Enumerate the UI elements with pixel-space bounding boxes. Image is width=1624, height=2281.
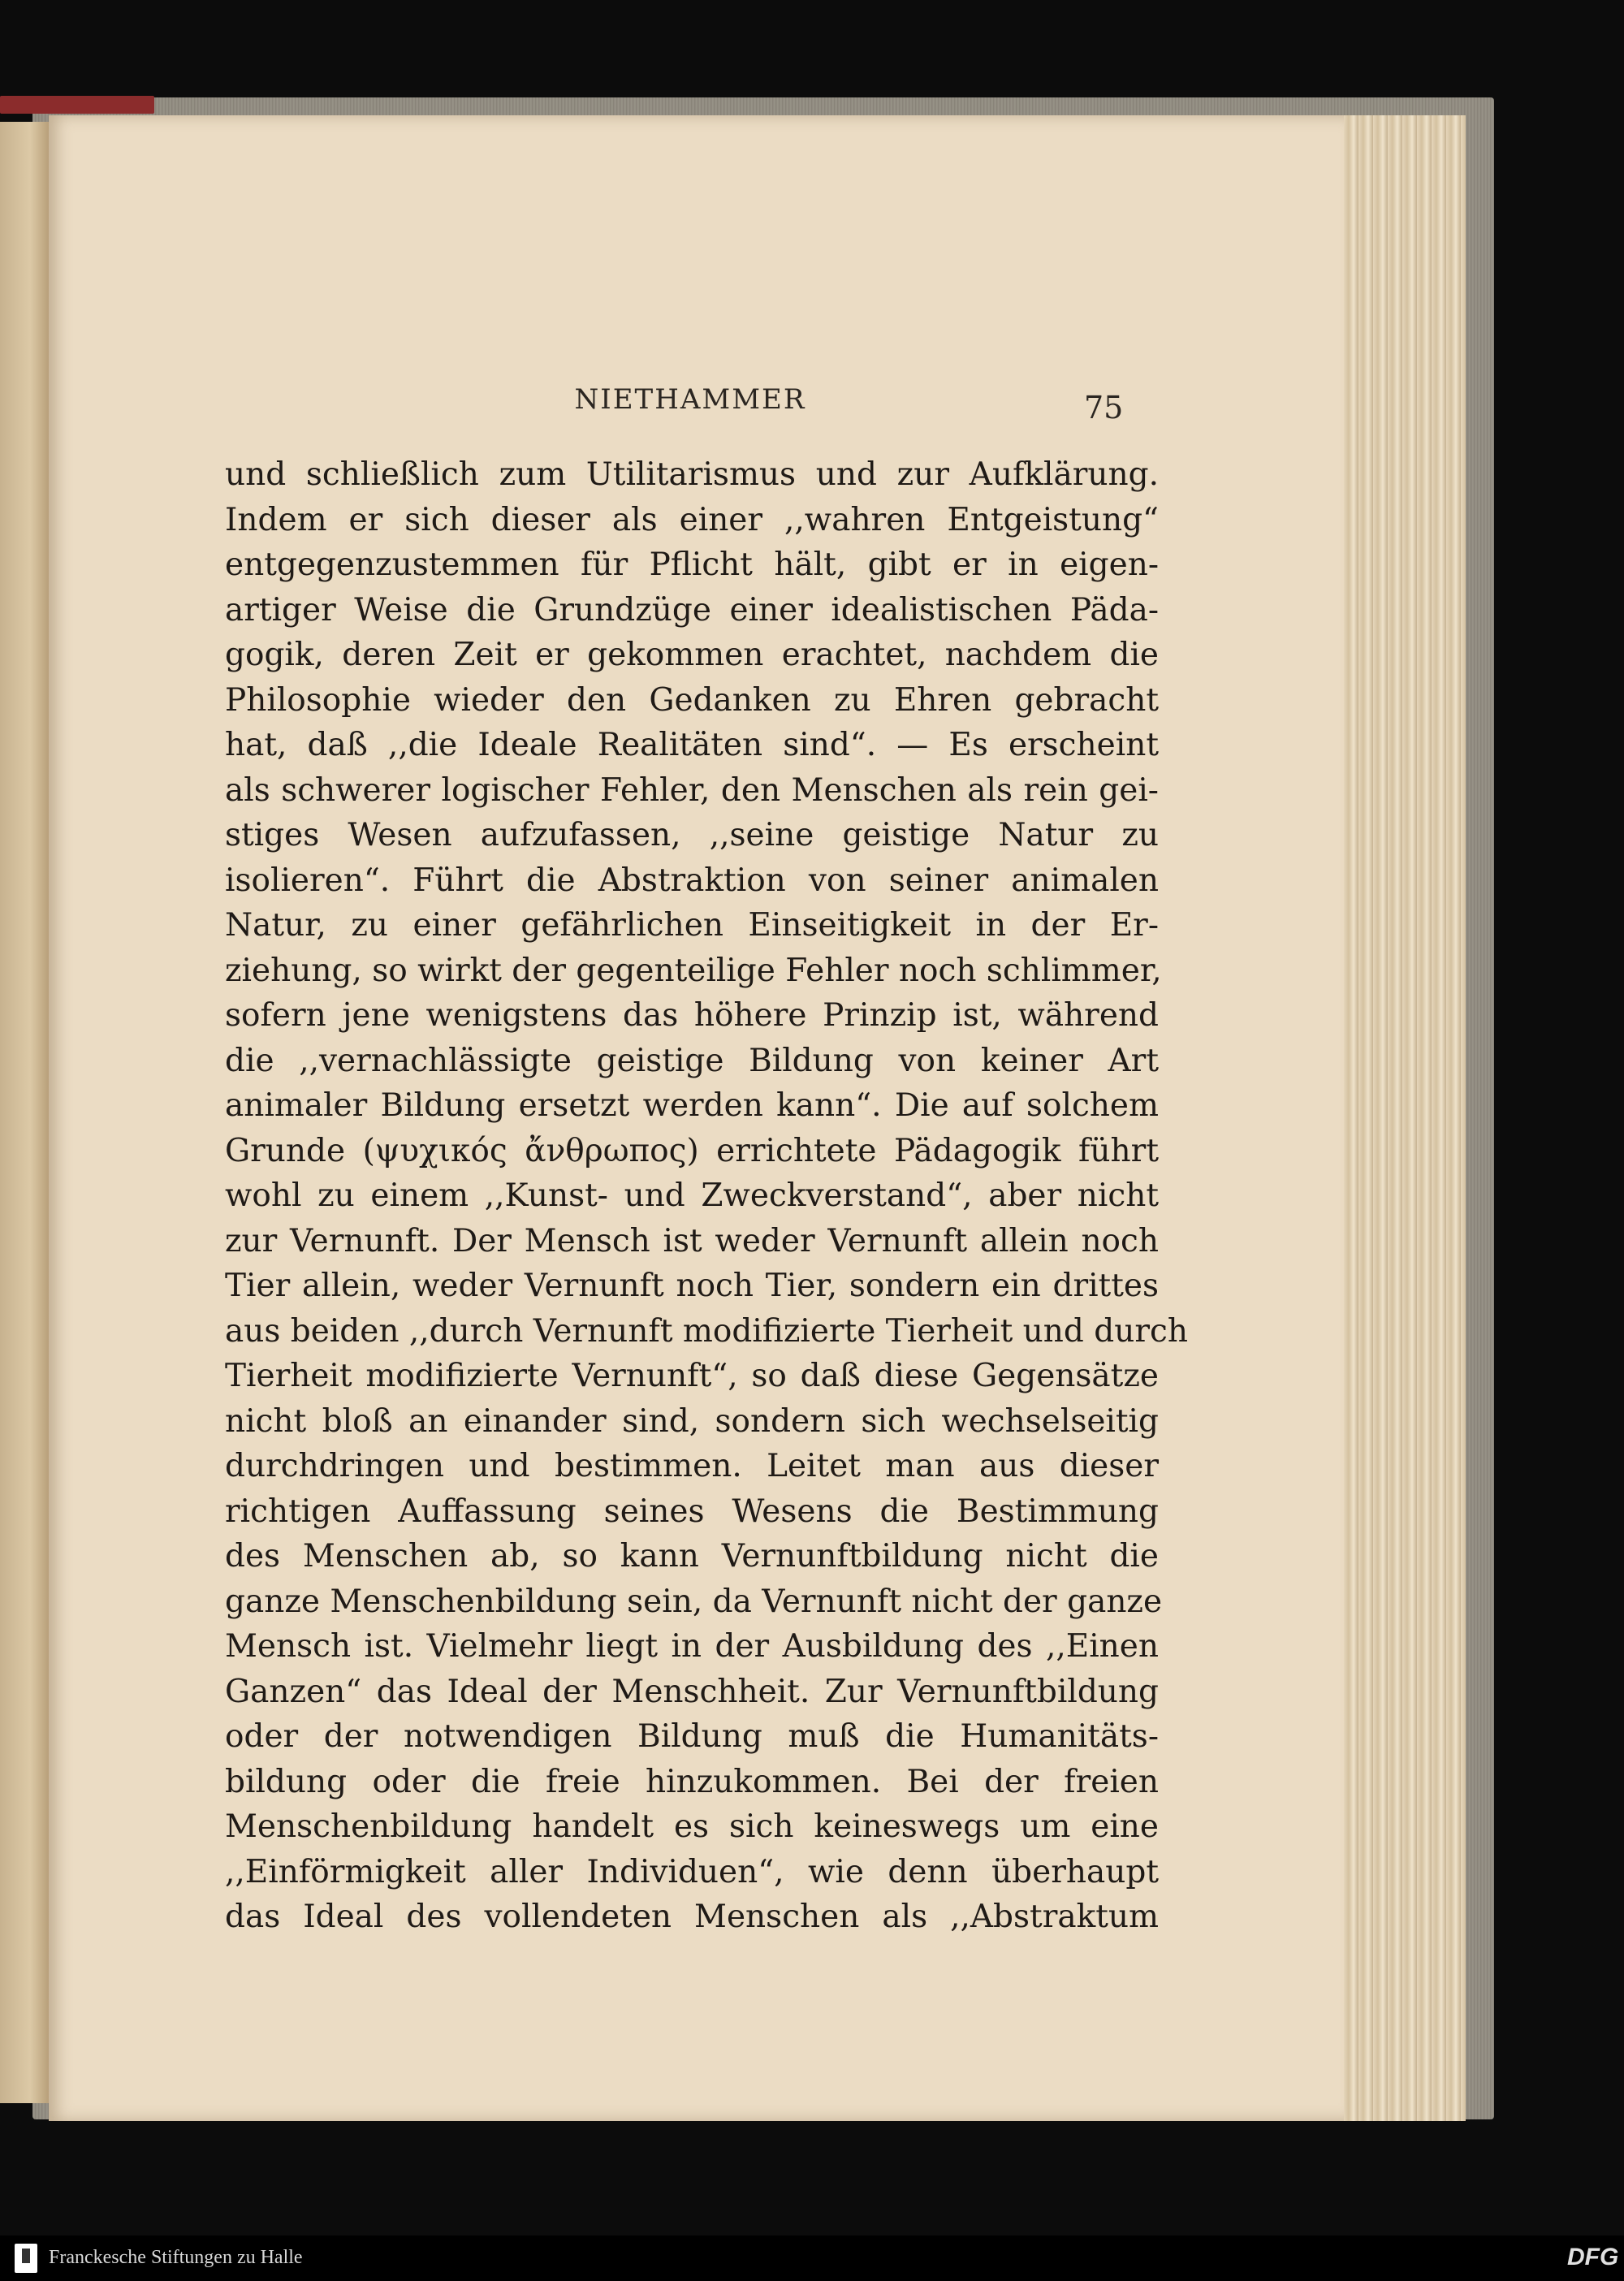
text-line: richtigen Auffassung seines Wesens die Bestimmung [225, 1493, 1159, 1530]
text-line: gogik, deren Zeit er gekommen erachtet, nachdem die [225, 637, 1159, 673]
text-line: als schwerer logischer Fehler, den Menschen als rein gei- [225, 771, 1159, 809]
text-line: artiger Weise die Grundzüge einer idealistischen Päda- [225, 591, 1159, 629]
text-line: ,,Einförmigkeit aller Individuen“, wie denn überhaupt [225, 1853, 1159, 1890]
text-line: Natur, zu einer gefährlichen Einseitigkeit in der Er- [225, 907, 1159, 944]
text-line: Ganzen“ das Ideal der Menschheit. Zur Vernunftbildung [225, 1673, 1159, 1710]
text-line: Mensch ist. Vielmehr liegt in der Ausbildung des ,,Einen [225, 1628, 1159, 1665]
text-line: Menschenbildung handelt es sich keineswegs um eine [225, 1808, 1159, 1845]
institution-logo-icon [15, 2244, 37, 2273]
text-line: sofern jene wenigstens das höhere Prinzip ist, während [225, 997, 1159, 1034]
text-line: entgegenzustemmen für Pflicht hält, gibt er in eigen- [225, 546, 1159, 583]
text-line: bildung oder die freie hinzukommen. Bei der freien [225, 1763, 1159, 1800]
headband [0, 96, 154, 114]
text-line: Indem er sich dieser als einer ,,wahren Entgeistung“ [225, 501, 1159, 538]
body-text [225, 452, 1188, 1940]
text-line: isolieren“. Führt die Abstraktion von seiner animalen [225, 862, 1159, 899]
institution-name: Franckesche Stiftungen zu Halle [49, 2247, 303, 2268]
text-line: animaler Bildung ersetzt werden kann“. Die auf solchem [225, 1087, 1159, 1124]
book-page [49, 115, 1348, 2121]
text-line: Philosophie wieder den Gedanken zu Ehren gebracht [225, 681, 1159, 719]
funder-logo: DFG [1567, 2244, 1619, 2270]
text-line: stiges Wesen aufzufassen, ,,seine geistige Natur zu [225, 817, 1159, 853]
text-line: oder der notwendigen Bildung muß die Humanitäts- [225, 1718, 1159, 1755]
text-line: aus beiden ,,durch Vernunft modifizierte Tierheit und durch [225, 1312, 1188, 1350]
text-line: hat, daß ,,die Ideale Realitäten sind“. — Es erscheint [225, 727, 1159, 763]
text-line: zur Vernunft. Der Mensch ist weder Vernunft allein noch [225, 1222, 1159, 1259]
text-line: Tier allein, weder Vernunft noch Tier, sondern ein drittes [225, 1268, 1159, 1304]
text-line: das Ideal des vollendeten Menschen als ,,Abstraktum [225, 1899, 1159, 1935]
text-line: des Menschen ab, so kann Vernunftbildung nicht die [225, 1538, 1159, 1575]
running-head [49, 383, 1332, 432]
text-line: Grunde (ψυχικός ἄνθρωπος) errichtete Pädagogik führt [225, 1132, 1159, 1169]
page-number: 75 [1084, 390, 1124, 426]
viewer-footer [0, 2236, 1624, 2281]
text-line: wohl zu einem ,,Kunst- und Zweckverstand“, aber nicht [225, 1177, 1159, 1214]
text-line: nicht bloß an einander sind, sondern sich wechselseitig [225, 1402, 1159, 1440]
text-line: die ,,vernachlässigte geistige Bildung von keiner Art [225, 1042, 1159, 1079]
text-line: Tierheit modifizierte Vernunft“, so daß diese Gegensätze [225, 1358, 1159, 1394]
page-block-edges [1344, 115, 1466, 2121]
text-line: durchdringen und bestimmen. Leitet man aus dieser [225, 1448, 1159, 1484]
text-line: ganze Menschenbildung sein, da Vernunft nicht der ganze [225, 1583, 1163, 1620]
text-line: und schließlich zum Utilitarismus und zur Aufklärung. [225, 456, 1159, 493]
text-line: ziehung, so wirkt der gegenteilige Fehler noch schlimmer, [225, 952, 1162, 989]
running-title: NIETHAMMER [574, 383, 806, 416]
left-page-edge [0, 122, 50, 2103]
